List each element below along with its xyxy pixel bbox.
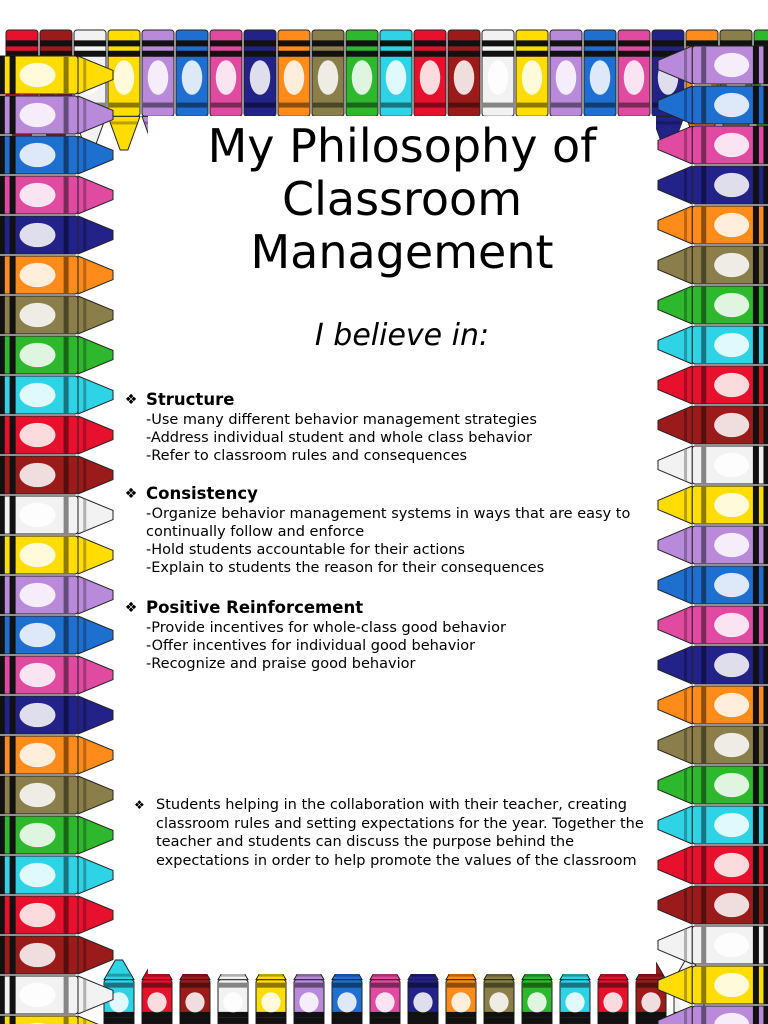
crayon	[658, 886, 768, 924]
title-line-2: Classroom	[281, 172, 523, 226]
crayon	[658, 926, 768, 964]
crayon	[658, 606, 768, 644]
crayon	[658, 406, 768, 444]
crayon	[0, 296, 113, 334]
crayon	[658, 166, 768, 204]
crayon	[658, 446, 768, 484]
section-consistency	[124, 484, 664, 577]
crayon	[108, 30, 140, 150]
section-heading: Consistency	[146, 484, 258, 503]
crayon	[658, 486, 768, 524]
section-positive-reinforcement	[124, 598, 664, 673]
title-line-3: Management	[250, 225, 554, 279]
list-item: -Organize behavior management systems in ways that are easy to continually follow and enforce	[146, 506, 631, 540]
crayon	[0, 256, 113, 294]
crayon	[658, 286, 768, 324]
subtitle: I believe in:	[314, 318, 490, 353]
list-item: -Explain to students the reason for their consequences	[146, 560, 545, 576]
list-item: -Use many different behavior management strategies	[146, 412, 537, 428]
crayon	[0, 816, 113, 854]
section-structure	[124, 390, 664, 465]
crayon	[0, 536, 113, 574]
page-title	[148, 120, 656, 279]
crayon	[658, 726, 768, 764]
crayon	[658, 806, 768, 844]
crayon	[658, 766, 768, 804]
crayon	[0, 736, 113, 774]
collaboration-note	[134, 796, 654, 870]
title-line-1: My Philosophy of	[207, 119, 597, 173]
crayon	[658, 206, 768, 244]
section-heading: Positive Reinforcement	[146, 598, 364, 617]
diamond-bullet-icon: ❖	[124, 486, 138, 502]
crayon	[0, 416, 113, 454]
crayon	[658, 366, 768, 404]
crayon	[658, 846, 768, 884]
crayon	[658, 566, 768, 604]
crayon	[0, 496, 113, 534]
crayon	[0, 896, 113, 934]
diamond-bullet-icon: ❖	[124, 600, 138, 616]
crayon	[0, 856, 113, 894]
crayon	[658, 686, 768, 724]
list-item: -Provide incentives for whole-class good behavior	[146, 620, 506, 636]
crayon	[658, 646, 768, 684]
diamond-bullet-icon: ❖	[134, 798, 145, 812]
crayon	[0, 696, 113, 734]
crayon	[0, 976, 113, 1014]
crayon	[0, 456, 113, 494]
crayon	[0, 176, 113, 214]
crayon	[0, 1016, 113, 1024]
crayon	[0, 576, 113, 614]
crayon	[0, 216, 113, 254]
crayon	[0, 336, 113, 374]
list-item: -Address individual student and whole class behavior	[146, 430, 532, 446]
diamond-bullet-icon: ❖	[124, 392, 138, 408]
crayon	[0, 656, 113, 694]
crayon	[0, 936, 113, 974]
crayon	[658, 246, 768, 284]
list-item: -Recognize and praise good behavior	[146, 656, 416, 672]
list-item: -Hold students accountable for their actions	[146, 542, 465, 558]
note-text: Students helping in the collaboration with their teacher, creating classroom rules and setting expectations for the year. Together the teacher and students can discuss the purpose behind the expectations in order to help promote the values of the classroom	[156, 797, 644, 869]
list-item: -Refer to classroom rules and consequences	[146, 448, 468, 464]
crayon	[0, 776, 113, 814]
crayon	[658, 526, 768, 564]
list-item: -Offer incentives for individual good behavior	[146, 638, 476, 654]
section-heading: Structure	[146, 390, 235, 409]
crayon	[0, 376, 113, 414]
crayon	[658, 326, 768, 364]
crayon	[0, 616, 113, 654]
